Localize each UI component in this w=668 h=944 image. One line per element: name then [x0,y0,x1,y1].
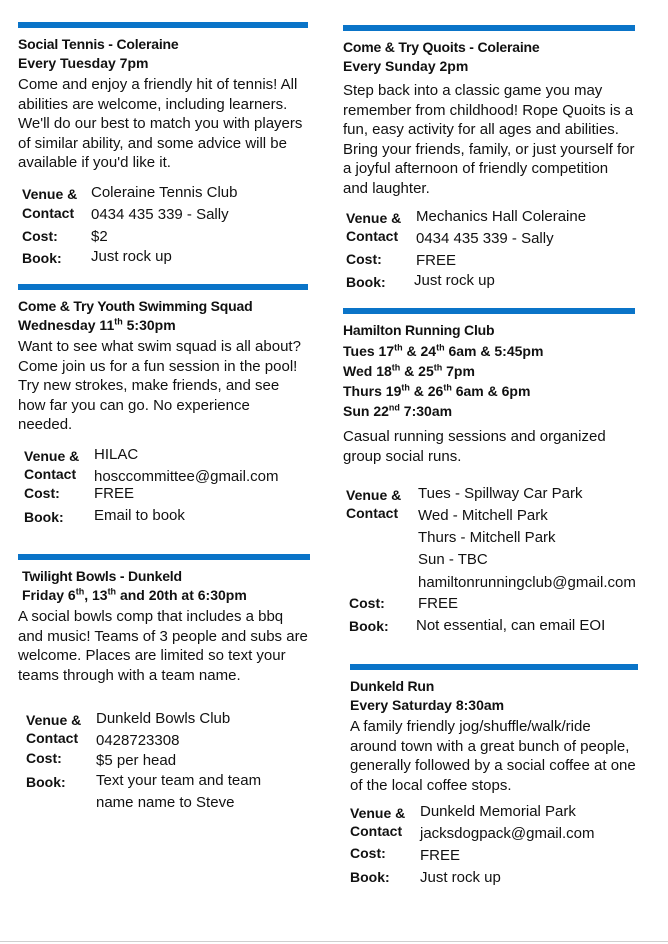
section-divider [18,554,310,560]
card-dunkeld-run [350,664,638,892]
cost-label: Cost: [22,227,58,244]
event-time-thursday: Thurs 19th & 26th 6am & 6pm [343,382,531,399]
book-value: Just rock up [420,869,501,886]
event-details [18,709,310,809]
venue-value-thursday: Thurs - Mitchell Park [418,529,556,546]
contact-value: 0434 435 339 - Sally [91,205,229,223]
event-time: Every Sunday 2pm [343,58,469,74]
card-twilight-bowls [18,554,310,809]
book-value: Just rock up [91,247,172,265]
event-title: Hamilton Running Club [343,322,495,338]
cost-label: Cost: [26,750,62,766]
event-details [343,484,658,634]
venue-value: Coleraine Tennis Club [91,183,238,201]
cost-value: FREE [94,484,135,502]
venue-value-sunday: Sun - TBC [418,551,488,568]
cost-value: FREE [420,847,461,864]
venue-label: Venue & [26,712,82,728]
event-description: Casual running sessions and organized group social runs. [343,428,606,465]
card-social-tennis [18,22,308,266]
event-time: Wednesday 11th 5:30pm [18,316,176,333]
contact-label: Contact [24,465,77,482]
book-value-line-2: name name to Steve [96,794,235,811]
page-bottom-rule [0,941,668,942]
event-time: Friday 6th, 13th and 20th at 6:30pm [22,586,247,603]
section-divider [350,664,638,670]
section-divider [18,284,308,290]
section-divider [343,25,635,31]
book-value: Text your team and team [96,772,262,789]
contact-label: Contact [350,823,403,839]
book-label: Book: [349,618,389,634]
book-label: Book: [350,869,390,885]
event-details [343,207,635,290]
event-title: Come & Try Youth Swimming Squad [18,298,253,314]
venue-value: Dunkeld Bowls Club [96,710,231,727]
event-title: Social Tennis - Coleraine [18,36,179,52]
venue-label: Venue & [346,210,402,226]
cost-value: FREE [416,252,457,269]
event-description: Want to see what swim squad is all about? Come join us for a fun session in the pool! Try new strokes, make friends, and see how far you can go. No experience needed. [18,338,301,433]
event-title: Come & Try Quoits - Coleraine [343,39,540,55]
cost-label: Cost: [346,251,382,267]
cost-label: Cost: [350,845,386,861]
event-time-tuesday: Tues 17th & 24th 6am & 5:45pm [343,342,544,359]
contact-value: hosccommittee@gmail.com [94,467,279,485]
event-time-sunday: Sun 22nd 7:30am [343,402,453,419]
contact-value: hamiltonrunningclub@gmail.com [418,574,636,591]
card-hamilton-running [343,308,658,634]
contact-label: Contact [22,204,75,221]
book-label: Book: [346,274,386,290]
book-value: Just rock up [414,272,495,289]
event-time: Every Tuesday 7pm [18,55,149,71]
contact-label: Contact [346,228,399,244]
venue-label: Venue & [24,447,80,464]
card-youth-swimming [18,284,308,525]
event-details [18,445,308,525]
cost-label: Cost: [349,595,385,611]
venue-value: Mechanics Hall Coleraine [416,208,587,225]
venue-value-wednesday: Wed - Mitchell Park [418,507,548,524]
cost-label: Cost: [24,484,60,501]
event-title: Twilight Bowls - Dunkeld [22,568,182,584]
cost-value: $2 [91,227,108,245]
event-description: Come and enjoy a friendly hit of tennis! All abilities are welcome, including learners. We'll do our best to match you with players of similar ability, and some advice will be available if you'd like it. [18,76,303,171]
contact-value: jacksdogpack@gmail.com [420,825,595,842]
contact-label: Contact [346,505,399,521]
book-label: Book: [22,249,62,266]
venue-label: Venue & [350,805,406,821]
section-divider [343,308,635,314]
event-time: Every Saturday 8:30am [350,697,505,713]
event-details [18,183,308,266]
venue-label: Venue & [346,487,402,503]
event-description: A social bowls comp that includes a bbq and music! Teams of 3 people and subs are welcome. Places are limited so text your teams through with a team name. [18,608,308,684]
event-title: Dunkeld Run [350,678,435,694]
book-value: Email to book [94,506,185,524]
venue-value-tuesday: Tues - Spillway Car Park [418,485,583,502]
venue-value: HILAC [94,445,139,463]
book-label: Book: [26,774,66,790]
cost-value: FREE [418,595,459,612]
cost-value: $5 per head [96,752,177,769]
book-label: Book: [24,508,64,525]
section-divider [18,22,308,28]
book-value: Not essential, can email EOI [416,617,606,634]
contact-label: Contact [26,730,79,746]
contact-value: 0434 435 339 - Sally [416,230,554,247]
event-description: A family friendly jog/shuffle/walk/ride around town with a great bunch of people, generally followed by a social coffee at one of the local coffee stops. [350,718,636,794]
card-quoits [343,25,635,290]
venue-value: Dunkeld Memorial Park [420,803,576,820]
contact-value: 0428723308 [96,732,180,749]
event-time-wednesday: Wed 18th & 25th 7pm [343,362,475,379]
venue-label: Venue & [22,185,78,202]
event-description: Step back into a classic game you may remember from childhood! Rope Quoits is a fun, easy activity for all ages and abilities. Bring your friends, family, or just yourself for a joyful afternoon of friendly competition and laughter. [343,82,635,197]
event-details [350,802,638,892]
